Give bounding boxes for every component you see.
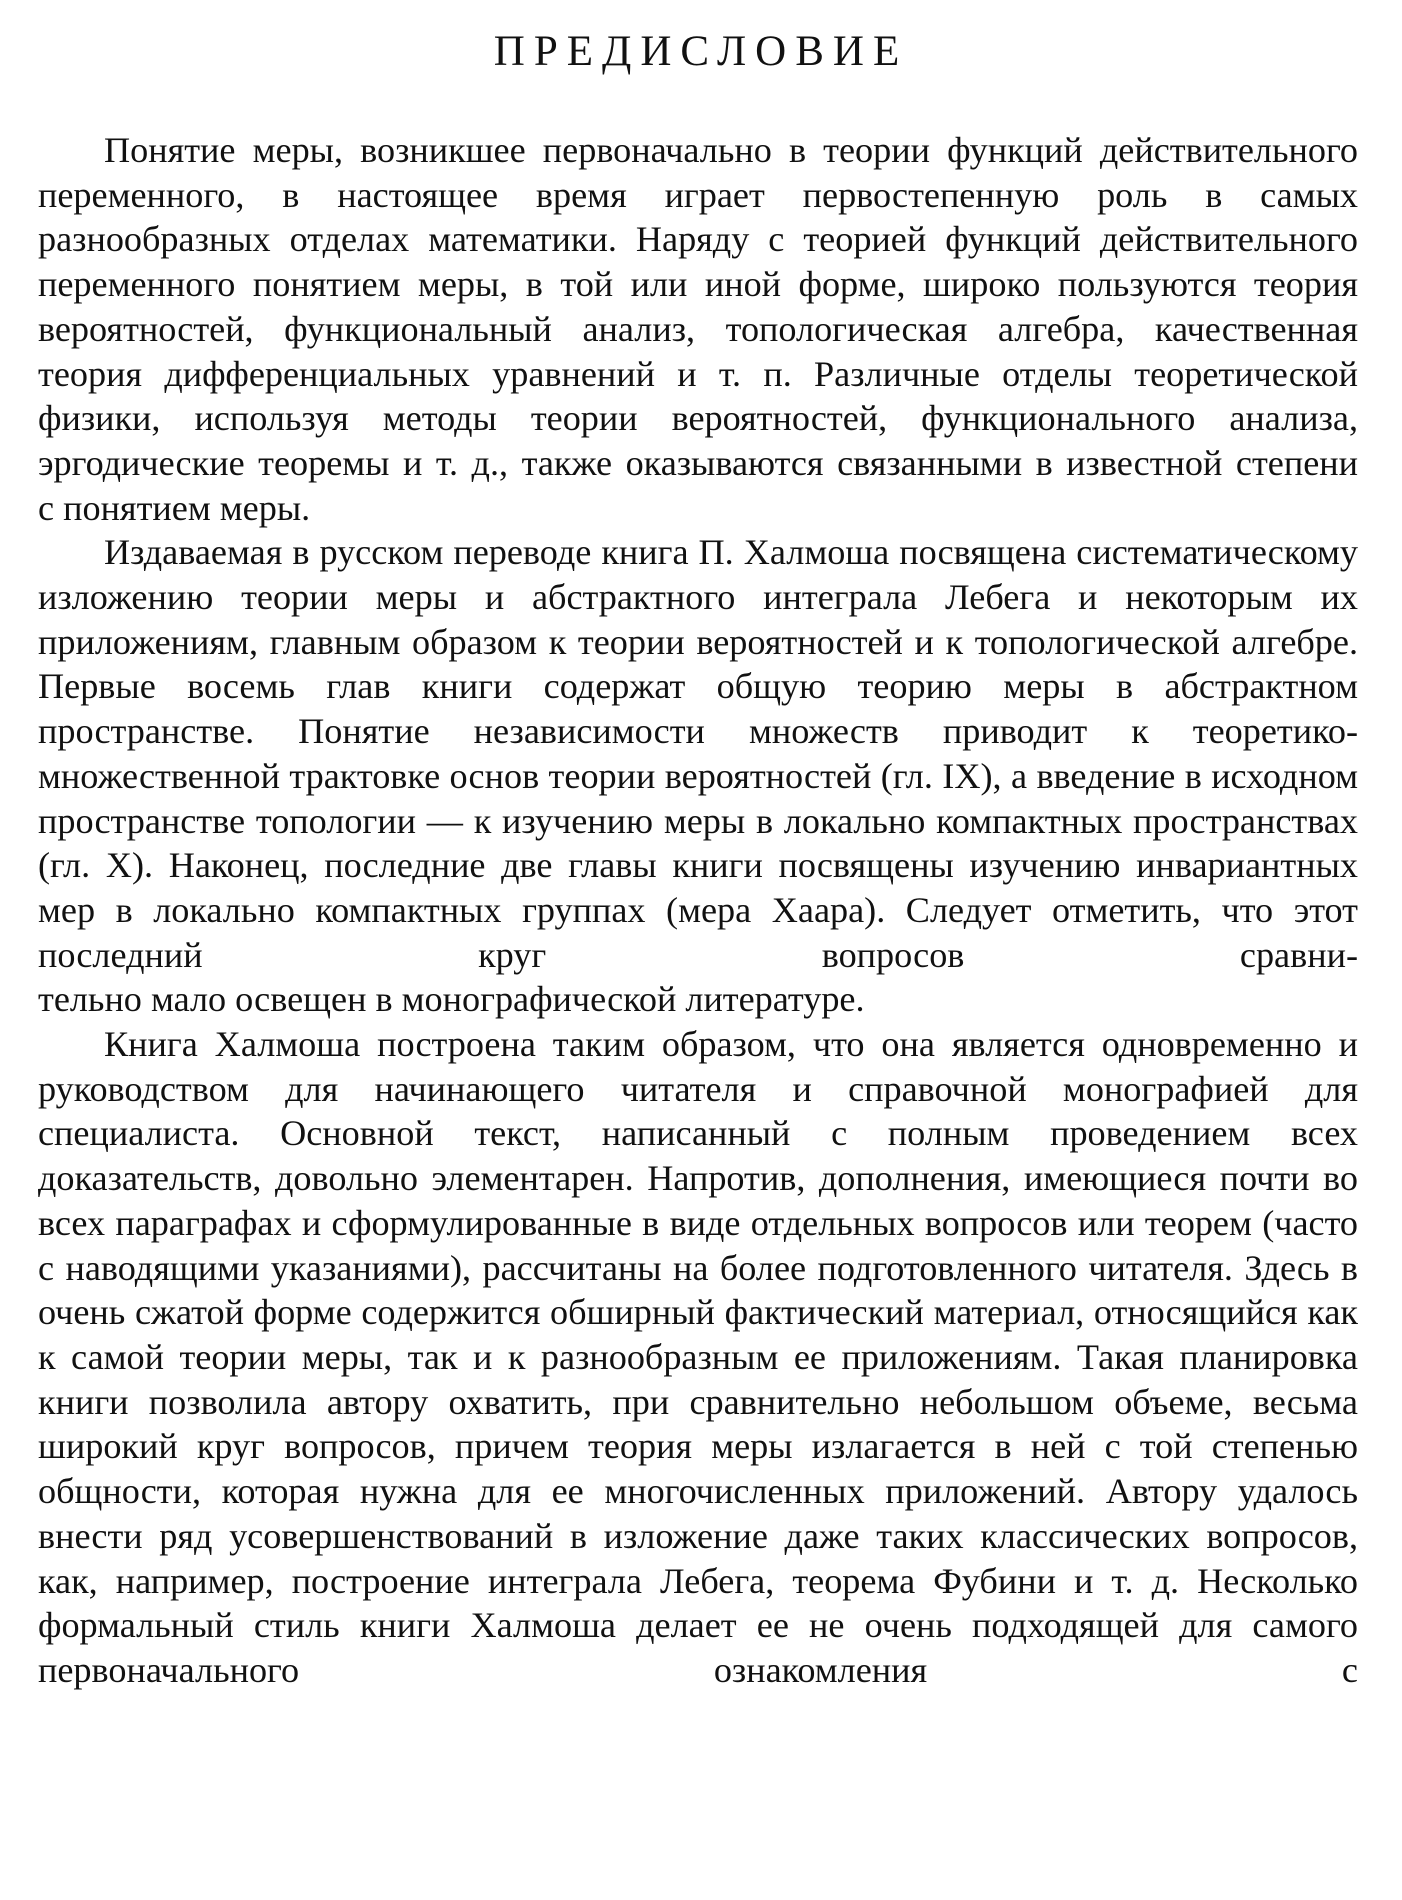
paragraph-1-last-line: с понятием меры. [38,487,311,528]
paragraph-2-last-line: тельно мало освещен в монографической литературе. [38,979,865,1020]
page-title: ПРЕДИСЛОВИЕ [493,28,909,75]
paragraph-2: Издаваемая в русском переводе книга П. Халмоша посвящена систематическому изложению теории меры и абстрактного интеграла Лебега и некоторым их приложениям, главным образом к теории вероятностей и к топологической алгебре. Первые восемь глав книги содержат общую теорию меры в абстрактном пространстве. Понятие независимости множеств приводит к теоретико-множественной трактовке основ теории вероятностей (гл. IX), а введение в исходном пространстве топологии — к изучению меры в локально компактных пространствах (гл. X). Наконец, последние две главы книги посвящены изучению инвариантных мер в локально компактных группах (мера Хаара). Следует отметить, что этот последний круг вопросов сравни- [38,532,1358,975]
paragraph-3: Книга Халмоша построена таким образом, что она является одновременно и руководством для начинающего читателя и справочной монографией для специалиста. Основной текст, написанный с полным проведением всех доказательств, довольно элементарен. Напротив, дополнения, имеющиеся почти во всех параграфах и сформулированные в виде отдельных вопросов или теорем (часто с наводящими указаниями), рассчитаны на более подготовленного читателя. Здесь в очень сжатой форме содержится обширный фактический материал, относящийся как к самой теории меры, так и к разнообразным ее приложениям. Такая планировка книги позволила автору охватить, при сравнительно небольшом объеме, весьма широкий круг вопросов, причем теория меры излагается в ней с той степенью общности, которая нужна для ее многочисленных приложений. Автору удалось внести ряд усовершенствований в изложение даже таких классических вопросов, как, например, построение интеграла Лебега, теорема Фубини и т. д. Несколько формальный стиль книги Халмоша делает ее не очень подходящей для самого первоначального ознакомления с [38,1024,1358,1690]
body-text [38,128,1358,1693]
paragraph-1: Понятие меры, возникшее первоначально в теории функций действительного переменного, в настоящее время играет первостепенную роль в самых разнообразных отделах математики. Наряду с теорией функций действительного переменного понятием меры, в той или иной форме, широко пользуются теория вероятностей, функциональный анализ, топологическая алгебра, качественная теория дифференциальных уравнений и т. п. Различные отделы теоретической физики, используя методы теории вероятностей, функционального анализа, эргодические теоремы и т. д., также оказываются связанными в известной степени [38,130,1358,483]
